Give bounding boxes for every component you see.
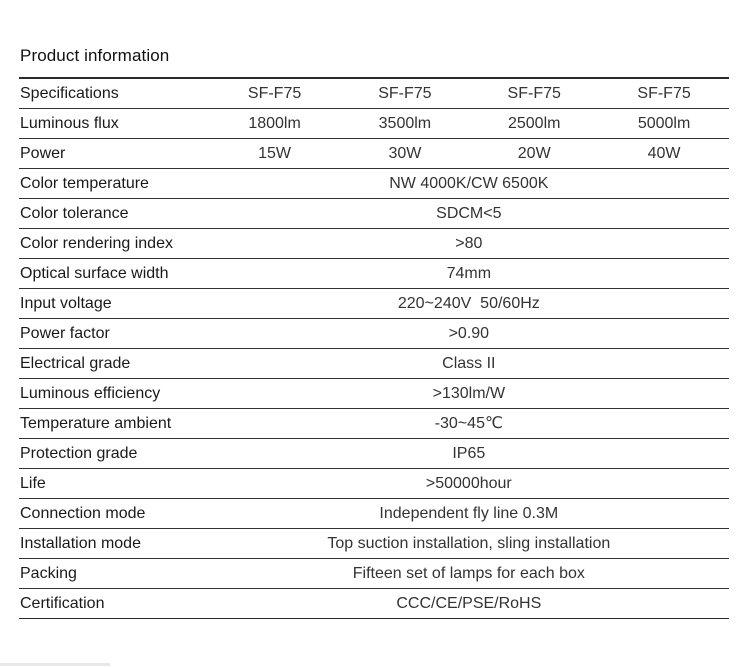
cell-value: >130lm/W [209,379,729,409]
row-label: Color tolerance [19,199,209,229]
row-label: Optical surface width [19,259,209,289]
table-row-optical-surface-width [19,259,729,289]
table-row-specifications [19,78,729,109]
row-label: Installation mode [19,529,209,559]
spec-table [19,77,729,619]
cell-value: IP65 [209,439,729,469]
table-row-power [19,139,729,169]
cell-value: Class II [209,349,729,379]
table-row-color-tolerance [19,199,729,229]
row-label: Specifications [19,78,209,109]
table-row-installation-mode [19,529,729,559]
cell-value: Top suction installation, sling installation [209,529,729,559]
cell-value: 1800lm [209,109,341,139]
table-row-luminous-flux [19,109,729,139]
row-label: Power factor [19,319,209,349]
row-label: Luminous flux [19,109,209,139]
table-row-certification [19,589,729,619]
cell-value: 5000lm [599,109,729,139]
cell-value: SDCM<5 [209,199,729,229]
cell-value: SF-F75 [469,78,599,109]
row-label: Packing [19,559,209,589]
bottom-divider [0,663,110,666]
row-label: Color rendering index [19,229,209,259]
row-label: Power [19,139,209,169]
cell-value: 40W [599,139,729,169]
table-row-color-temperature [19,169,729,199]
cell-value: NW 4000K/CW 6500K [209,169,729,199]
cell-value: 2500lm [469,109,599,139]
cell-value: Fifteen set of lamps for each box [209,559,729,589]
table-row-life [19,469,729,499]
table-row-protection-grade [19,439,729,469]
row-label: Protection grade [19,439,209,469]
table-row-input-voltage [19,289,729,319]
row-label: Life [19,469,209,499]
table-row-temperature-ambient [19,409,729,439]
cell-value: >50000hour [209,469,729,499]
cell-value: 30W [341,139,470,169]
table-row-color-rendering-index [19,229,729,259]
cell-value: >80 [209,229,729,259]
table-row-luminous-efficiency [19,379,729,409]
cell-value: 20W [469,139,599,169]
cell-value: 74mm [209,259,729,289]
table-row-packing [19,559,729,589]
table-row-electrical-grade [19,349,729,379]
cell-value: 220~240V 50/60Hz [209,289,729,319]
row-label: Temperature ambient [19,409,209,439]
row-label: Certification [19,589,209,619]
cell-value: CCC/CE/PSE/RoHS [209,589,729,619]
cell-value: SF-F75 [209,78,341,109]
cell-value: SF-F75 [341,78,470,109]
table-row-power-factor [19,319,729,349]
cell-value: >0.90 [209,319,729,349]
cell-value: 15W [209,139,341,169]
table-row-connection-mode [19,499,729,529]
cell-value: 3500lm [341,109,470,139]
cell-value: SF-F75 [599,78,729,109]
row-label: Electrical grade [19,349,209,379]
cell-value: Independent fly line 0.3M [209,499,729,529]
row-label: Connection mode [19,499,209,529]
row-label: Luminous efficiency [19,379,209,409]
row-label: Input voltage [19,289,209,319]
page-title: Product information [20,46,170,65]
cell-value: -30~45℃ [209,409,729,439]
row-label: Color temperature [19,169,209,199]
